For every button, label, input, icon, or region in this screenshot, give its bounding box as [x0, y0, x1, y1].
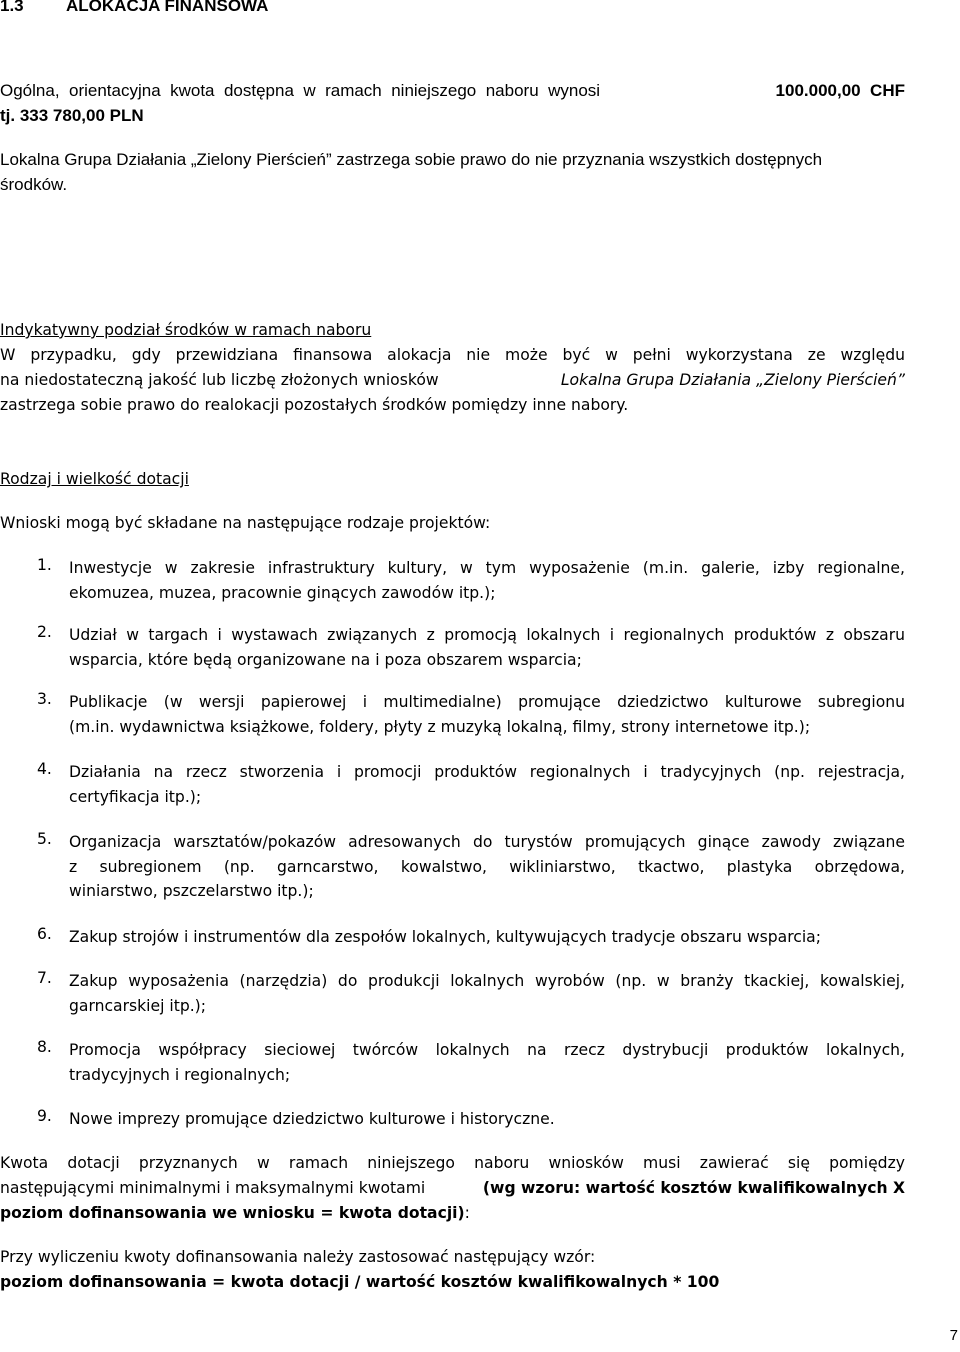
reserve-line-1: Lokalna Grupa Działania „Zielony Pierścień” zastrzega sobie prawo do nie przyznania wszystkich dostępnych [0, 150, 823, 169]
list-item-text [69, 830, 905, 904]
amounts-line-2 [0, 1176, 905, 1200]
list-item-text [69, 925, 905, 950]
list-item-line: wsparcia, które będą organizowane na i poza obszarem wsparcia; [69, 650, 582, 669]
list-item-text [69, 623, 905, 672]
list-item-number: 4. [37, 760, 52, 778]
list-item-line: garncarskiej itp.); [69, 996, 207, 1015]
amount-line-2: tj. 333 780,00 PLN [0, 106, 144, 125]
list-item-number: 5. [37, 830, 52, 848]
list-item-line: Działania na rzecz stworzenia i promocji produktów regionalnych i tradycyjnych (np. rejestracja, [69, 763, 905, 781]
list-item-line: z subregionem (np. garncarstwo, kowalstwo, wikliniarstwo, tkactwo, plastyka obrzędowa, [69, 857, 905, 876]
list-item-line: Udział w targach i wystawach związanych z promocją lokalnych i regionalnych produktów z obszaru [69, 626, 905, 644]
list-item-number: 7. [37, 969, 52, 987]
amounts-line-2-text: następującymi minimalnymi i maksymalnymi kwotami [0, 1179, 426, 1197]
list-item-line: certyfikacja itp.); [69, 787, 202, 806]
indicative-line-3: zastrzega sobie prawo do realokacji pozostałych środków pomiędzy inne nabory. [0, 396, 629, 414]
indicative-line-2 [0, 368, 905, 392]
grants-intro: Wnioski mogą być składane na następujące rodzaje projektów: [0, 514, 491, 532]
formula-text: poziom dofinansowania = kwota dotacji / wartość kosztów kwalifikowalnych * 100 [0, 1273, 720, 1291]
reserve-line-2: środków. [0, 175, 68, 194]
indicative-heading: Indykatywny podział środków w ramach naboru [0, 321, 372, 339]
amount-line-1 [0, 79, 905, 103]
list-item-line: (m.in. wydawnictwa książkowe, foldery, płyty z muzyką lokalną, filmy, strony internetowe itp.); [69, 717, 811, 736]
list-item-number: 1. [37, 556, 52, 574]
list-item-line: Inwestycje w zakresie infrastruktury kultury, w tym wyposażenie (m.in. galerie, izby regionalne, [69, 559, 905, 577]
amounts-line-1: Kwota dotacji przyznanych w ramach niniejszego naboru wniosków musi zawierać się pomiędzy [0, 1154, 905, 1172]
list-item-line: Promocja współpracy sieciowej twórców lokalnych na rzecz dystrybucji produktów lokalnych, [69, 1041, 905, 1059]
list-item-line: Publikacje (w wersji papierowej i multimedialne) promujące dziedzictwo kulturowe subregionu [69, 693, 905, 711]
list-item-text [69, 1038, 905, 1087]
list-item-number: 6. [37, 925, 52, 943]
section-heading [0, 0, 268, 16]
section-number: 1.3 [0, 0, 24, 15]
list-item-text [69, 556, 905, 605]
list-item-line: Organizacja warsztatów/pokazów adresowanych do turystów promujących ginące zawody związane [69, 833, 905, 851]
list-item-line: ekomuzea, muzea, pracownie ginących zawodów itp.); [69, 583, 496, 602]
amounts-line-3 [0, 1201, 470, 1225]
section-title: ALOKACJA FINANSOWA [66, 0, 269, 15]
list-item-number: 8. [37, 1038, 52, 1056]
amount-text: Ogólna, orientacyjna kwota dostępna w ramach niniejszego naboru wynosi [0, 81, 601, 100]
list-item-line: Nowe imprezy promujące dziedzictwo kulturowe i historyczne. [69, 1110, 555, 1128]
grants-heading: Rodzaj i wielkość dotacji [0, 470, 189, 488]
amounts-formula-end: poziom dofinansowania we wniosku = kwota dotacji) [0, 1204, 465, 1222]
list-item-line: winiarstwo, pszczelarstwo itp.); [69, 882, 314, 900]
indicative-line-1: W przypadku, gdy przewidziana finansowa alokacja nie może być w pełni wykorzystana ze względu [0, 346, 905, 364]
formula-intro: Przy wyliczeniu kwoty dofinansowania należy zastosować następujący wzór: [0, 1248, 596, 1266]
list-item-text [69, 1107, 905, 1132]
list-item-text [69, 969, 905, 1018]
page-number: 7 [949, 1327, 958, 1344]
amounts-formula-start: (wg wzoru: wartość kosztów kwalifikowalnych X [482, 1179, 905, 1197]
list-item-line: Zakup strojów i instrumentów dla zespołów lokalnych, kultywujących tradycje obszaru wsparcia; [69, 928, 821, 946]
list-item-number: 2. [37, 623, 52, 641]
list-item-line: Zakup wyposażenia (narzędzia) do produkcji lokalnych wyrobów (np. w branży tkackiej, kowalskiej, [69, 972, 905, 990]
amounts-colon: : [464, 1204, 470, 1222]
amount-value: 100.000,00 CHF [775, 81, 905, 100]
indicative-line-2-text: na niedostateczną jakość lub liczbę złożonych wniosków [0, 371, 439, 389]
list-item-line: tradycyjnych i regionalnych; [69, 1065, 291, 1084]
list-item-number: 3. [37, 690, 52, 708]
list-item-text [69, 690, 905, 739]
list-item-number: 9. [37, 1107, 52, 1125]
lgd-name: Lokalna Grupa Działania „Zielony Pierścień” [560, 371, 905, 389]
list-item-text [69, 760, 905, 809]
